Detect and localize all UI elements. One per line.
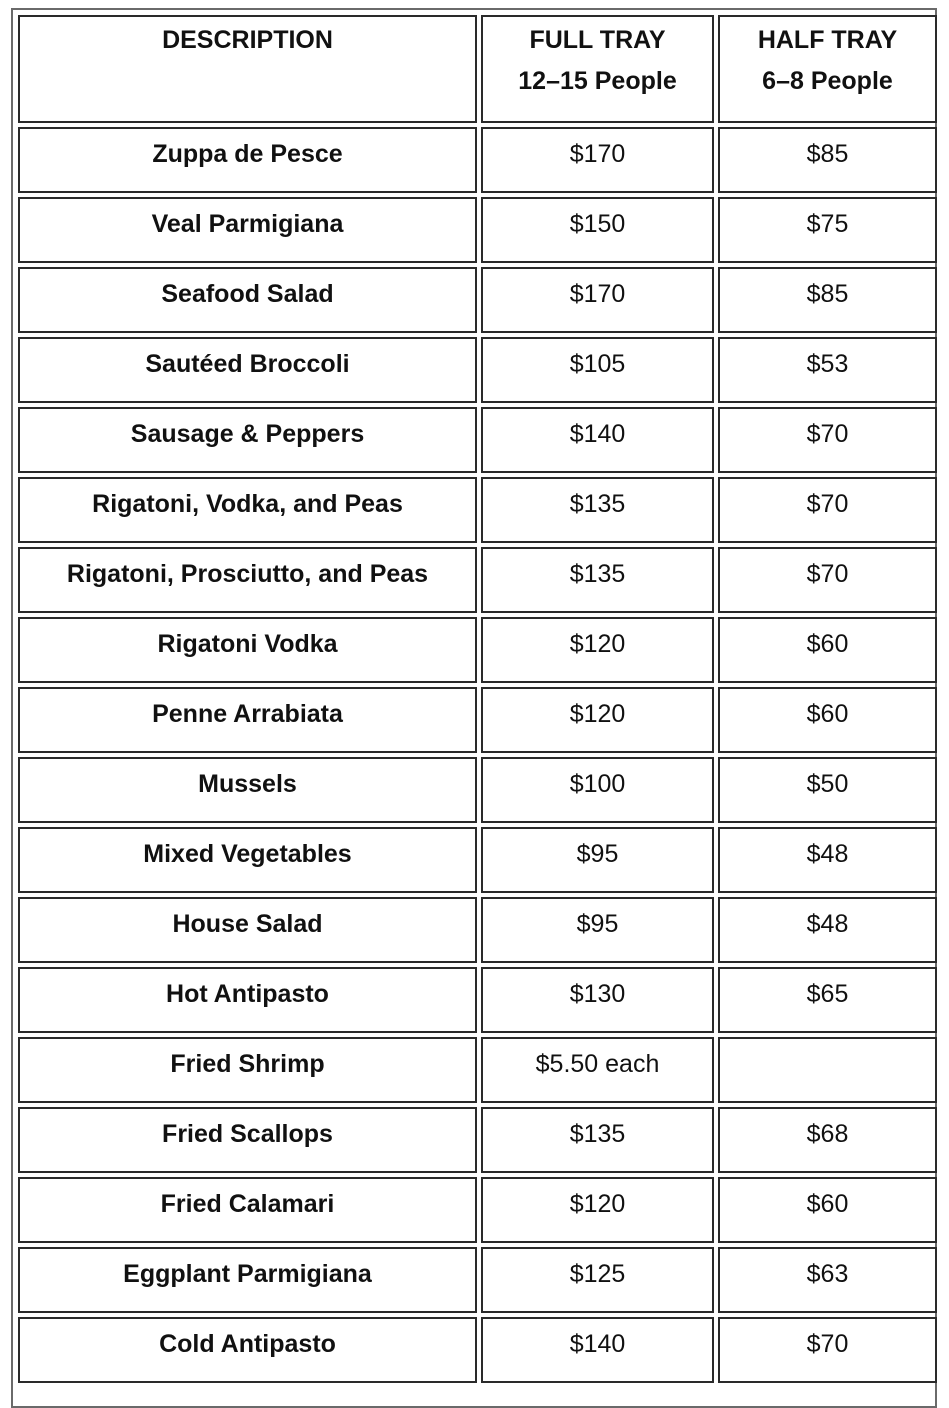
table-row [18,1247,937,1313]
header-half-tray [718,15,937,123]
full-tray-price: $120 [481,617,714,683]
full-tray-price: $135 [481,477,714,543]
header-description-label: DESCRIPTION [162,26,333,54]
half-tray-price: $85 [718,127,937,193]
item-name: Mussels [18,757,477,823]
table-row [18,897,937,963]
item-name: Fried Calamari [18,1177,477,1243]
table-header-row [18,15,937,123]
item-name: Sautéed Broccoli [18,337,477,403]
item-name: Penne Arrabiata [18,687,477,753]
table-row [18,477,937,543]
table-row [18,827,937,893]
header-description [18,15,477,123]
item-name: Eggplant Parmigiana [18,1247,477,1313]
item-name: Hot Antipasto [18,967,477,1033]
table-row [18,967,937,1033]
half-tray-price: $60 [718,687,937,753]
full-tray-price: $125 [481,1247,714,1313]
half-tray-price: $50 [718,757,937,823]
table-row [18,197,937,263]
half-tray-price: $65 [718,967,937,1033]
full-tray-price: $95 [481,897,714,963]
table-row [18,1317,937,1383]
full-tray-price: $95 [481,827,714,893]
item-name: House Salad [18,897,477,963]
half-tray-price: $70 [718,1317,937,1383]
half-tray-price: $70 [718,547,937,613]
table-row [18,407,937,473]
header-full-tray-label: FULL TRAY [529,26,666,54]
table-row [18,687,937,753]
half-tray-price: $53 [718,337,937,403]
full-tray-price: $105 [481,337,714,403]
table-row [18,1037,937,1103]
item-name: Veal Parmigiana [18,197,477,263]
table-row [18,1107,937,1173]
full-tray-price: $130 [481,967,714,1033]
item-name: Fried Scallops [18,1107,477,1173]
table-row [18,337,937,403]
half-tray-price: $48 [718,827,937,893]
item-name: Zuppa de Pesce [18,127,477,193]
header-half-tray-label: HALF TRAY [757,26,898,54]
item-name: Rigatoni, Vodka, and Peas [18,477,477,543]
table-row [18,127,937,193]
header-half-tray-servings: 6–8 People [762,67,893,95]
table-row [18,617,937,683]
full-tray-price: $135 [481,1107,714,1173]
full-tray-price: $150 [481,197,714,263]
item-name: Mixed Vegetables [18,827,477,893]
item-name: Cold Antipasto [18,1317,477,1383]
half-tray-price: $63 [718,1247,937,1313]
table-row [18,547,937,613]
item-name: Sausage & Peppers [18,407,477,473]
full-tray-price: $140 [481,407,714,473]
item-name: Rigatoni, Prosciutto, and Peas [18,547,477,613]
header-full-tray-servings: 12–15 People [518,67,677,95]
table-row [18,757,937,823]
full-tray-price: $170 [481,127,714,193]
half-tray-price: $70 [718,477,937,543]
table-row [18,1177,937,1243]
full-tray-price: $140 [481,1317,714,1383]
item-name: Fried Shrimp [18,1037,477,1103]
half-tray-price: $85 [718,267,937,333]
full-tray-price: $5.50 each [481,1037,714,1103]
half-tray-price [718,1037,937,1103]
full-tray-price: $120 [481,1177,714,1243]
catering-price-table [14,11,941,1387]
half-tray-price: $60 [718,1177,937,1243]
half-tray-price: $68 [718,1107,937,1173]
half-tray-price: $70 [718,407,937,473]
full-tray-price: $120 [481,687,714,753]
header-full-tray [481,15,714,123]
half-tray-price: $60 [718,617,937,683]
table-row [18,267,937,333]
item-name: Seafood Salad [18,267,477,333]
table-body [18,127,937,1383]
full-tray-price: $170 [481,267,714,333]
half-tray-price: $48 [718,897,937,963]
item-name: Rigatoni Vodka [18,617,477,683]
full-tray-price: $100 [481,757,714,823]
half-tray-price: $75 [718,197,937,263]
full-tray-price: $135 [481,547,714,613]
